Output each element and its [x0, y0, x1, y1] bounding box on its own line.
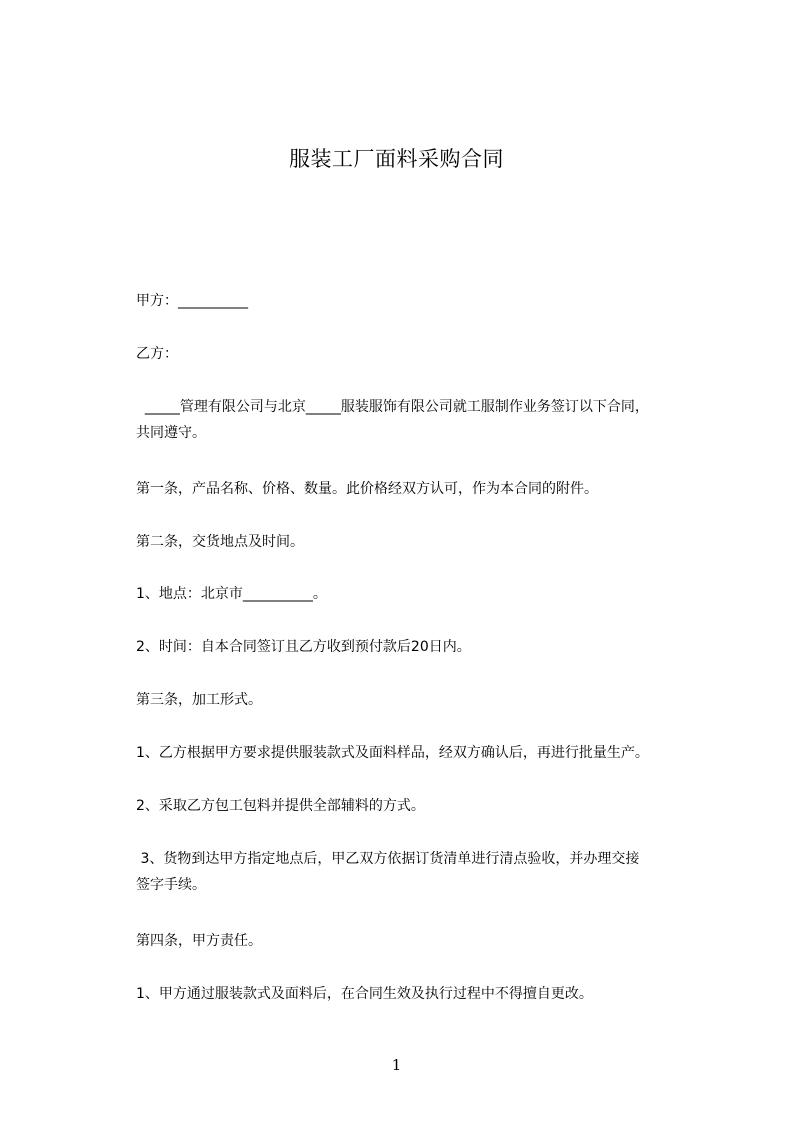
article-3-item-2: 2、采取乙方包工包料并提供全部辅料的方式。 — [136, 798, 425, 814]
page-number: 1 — [391, 1056, 402, 1074]
party-b-line: 乙方： — [136, 346, 178, 362]
article-2-heading: 第二条，交货地点及时间。 — [136, 534, 304, 550]
article-4-item-1: 1、甲方通过服装款式及面料后，在合同生效及执行过程中不得擅自更改。 — [136, 986, 593, 1002]
article-2-item-2: 2、时间：自本合同签订且乙方收到预付款后20日内。 — [136, 639, 471, 655]
party-a-line: 甲方：__________ — [136, 293, 248, 309]
article-1: 第一条，产品名称、价格、数量。此价格经双方认可，作为本合同的附件。 — [136, 481, 598, 497]
article-3-item-1: 1、乙方根据甲方要求提供服装款式及面料样品，经双方确认后，再进行批量生产。 — [136, 745, 649, 761]
contract-title: 服装工厂面料采购合同 — [289, 147, 504, 171]
intro-paragraph: _____管理有限公司与北京_____服装服饰有限公司就工服制作业务签订以下合同， 共同遵守。 — [136, 399, 649, 441]
article-3-item-3: 3、货物到达甲方指定地点后，甲乙双方依据订货清单进行清点验收，并办理交接 签字手续。 — [136, 851, 640, 893]
article-2-item-1: 1、地点：北京市__________。 — [136, 586, 327, 602]
article-4-heading: 第四条，甲方责任。 — [136, 933, 262, 949]
article-3-heading: 第三条，加工形式。 — [136, 692, 262, 708]
